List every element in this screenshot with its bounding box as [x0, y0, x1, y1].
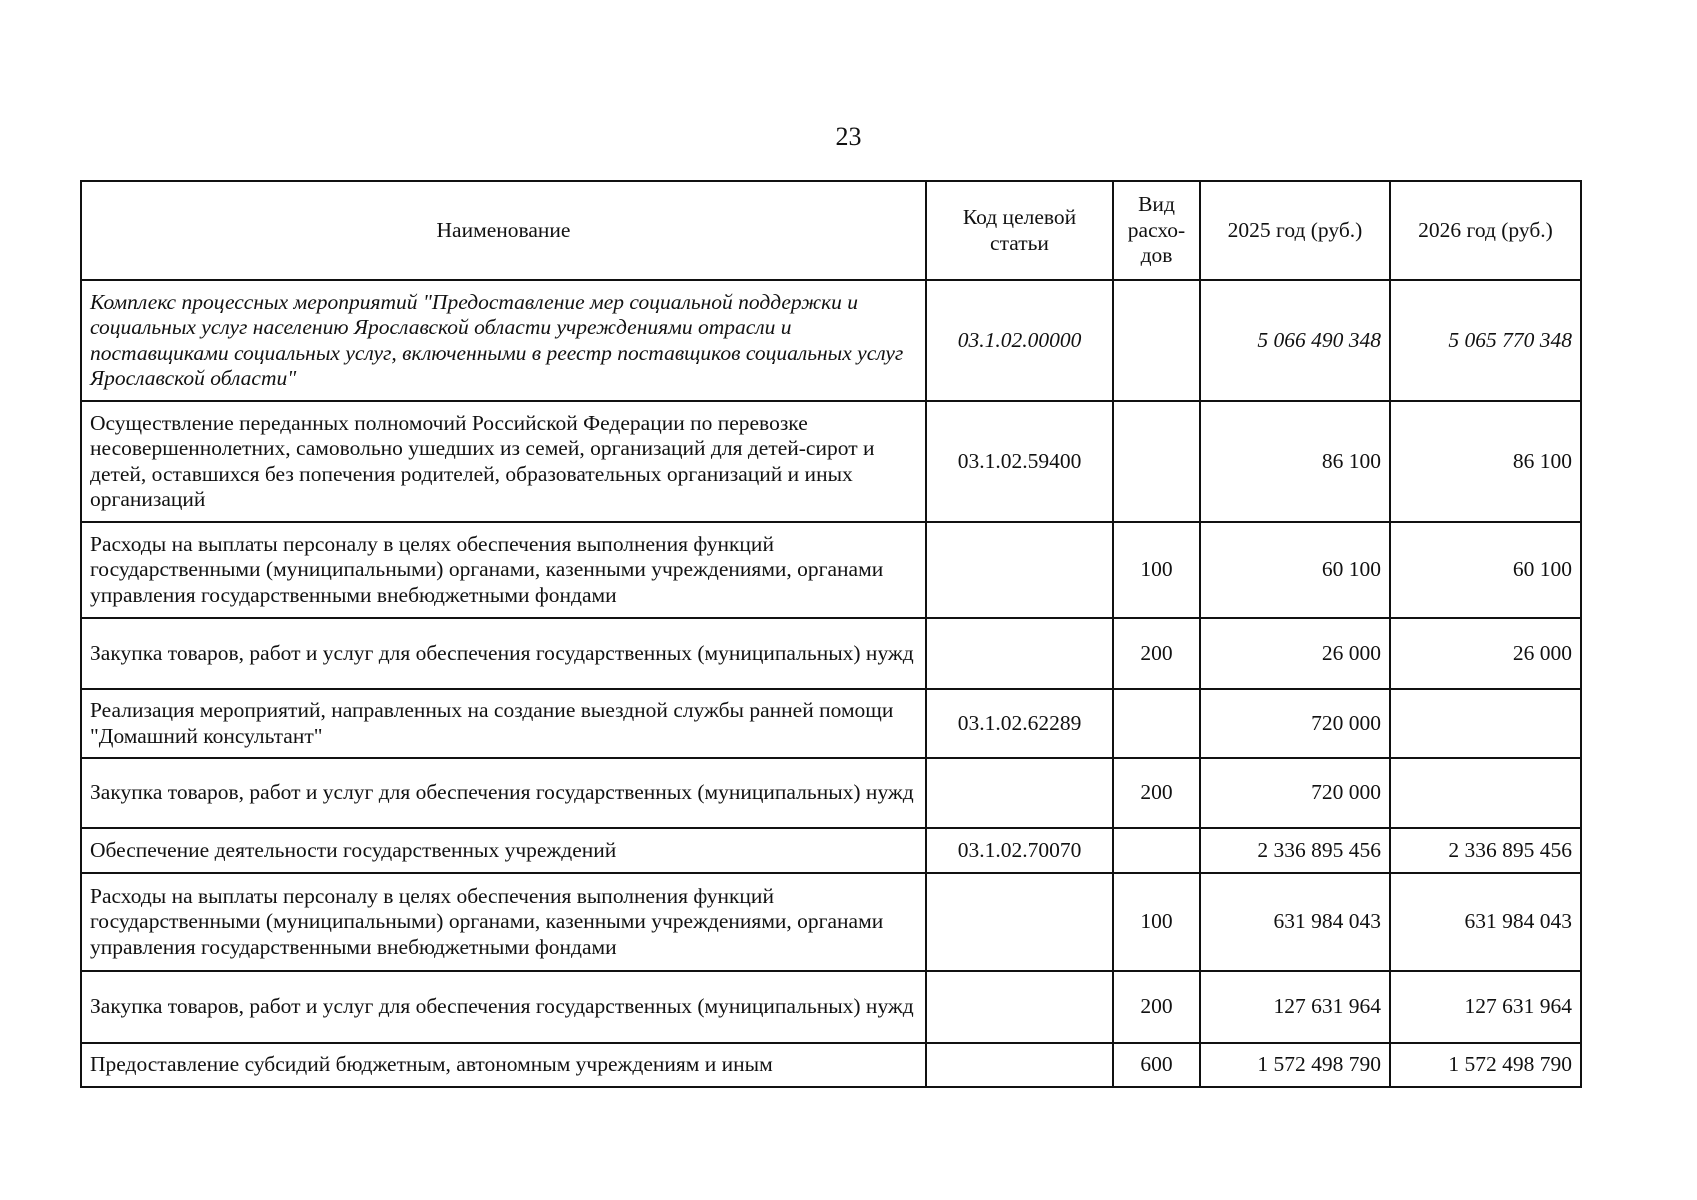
header-year2: 2026 год (руб.)	[1390, 181, 1581, 280]
row-code: 03.1.02.62289	[926, 689, 1113, 758]
row-year1: 1 572 498 790	[1200, 1043, 1390, 1087]
row-year2: 1 572 498 790	[1390, 1043, 1581, 1087]
row-year2: 127 631 964	[1390, 971, 1581, 1043]
row-year2	[1390, 758, 1581, 828]
row-code: 03.1.02.70070	[926, 828, 1113, 873]
row-code	[926, 971, 1113, 1043]
table-row	[81, 971, 1581, 1043]
row-year1: 631 984 043	[1200, 873, 1390, 971]
table-header-row	[81, 181, 1581, 280]
row-type: 200	[1113, 971, 1200, 1043]
row-code	[926, 873, 1113, 971]
header-code: Код целевой статьи	[926, 181, 1113, 280]
row-year2: 631 984 043	[1390, 873, 1581, 971]
row-year1: 5 066 490 348	[1200, 280, 1390, 401]
row-code	[926, 758, 1113, 828]
row-type: 200	[1113, 618, 1200, 689]
row-year1: 2 336 895 456	[1200, 828, 1390, 873]
row-name: Расходы на выплаты персоналу в целях обеспечения выполнения функций государственными (муниципальными) органами, казенными учреждениями, органами управления государственными внебюджетными фондами	[81, 873, 926, 971]
row-year1: 720 000	[1200, 689, 1390, 758]
row-code: 03.1.02.59400	[926, 401, 1113, 522]
row-year2: 26 000	[1390, 618, 1581, 689]
row-name: Закупка товаров, работ и услуг для обеспечения государственных (муниципальных) нужд	[81, 618, 926, 689]
table-row	[81, 401, 1581, 522]
table-row	[81, 522, 1581, 618]
row-name: Предоставление субсидий бюджетным, автономным учреждениям и иным	[81, 1043, 926, 1087]
header-year1: 2025 год (руб.)	[1200, 181, 1390, 280]
budget-table	[80, 180, 1582, 1088]
row-year2: 2 336 895 456	[1390, 828, 1581, 873]
row-name: Обеспечение деятельности государственных учреждений	[81, 828, 926, 873]
row-type	[1113, 401, 1200, 522]
table-row	[81, 828, 1581, 873]
row-year1: 127 631 964	[1200, 971, 1390, 1043]
table-row	[81, 758, 1581, 828]
row-year2: 86 100	[1390, 401, 1581, 522]
row-year2: 5 065 770 348	[1390, 280, 1581, 401]
table-row	[81, 1043, 1581, 1087]
row-year2: 60 100	[1390, 522, 1581, 618]
row-code: 03.1.02.00000	[926, 280, 1113, 401]
table-row	[81, 280, 1581, 401]
row-name: Закупка товаров, работ и услуг для обеспечения государственных (муниципальных) нужд	[81, 971, 926, 1043]
row-year1: 60 100	[1200, 522, 1390, 618]
row-type: 100	[1113, 522, 1200, 618]
row-type: 100	[1113, 873, 1200, 971]
page-number: 23	[835, 122, 862, 151]
row-type	[1113, 280, 1200, 401]
row-year1: 720 000	[1200, 758, 1390, 828]
table-row	[81, 618, 1581, 689]
row-type: 600	[1113, 1043, 1200, 1087]
header-type: Вид расхо-дов	[1113, 181, 1200, 280]
row-name: Реализация мероприятий, направленных на создание выездной службы ранней помощи "Домашний консультант"	[81, 689, 926, 758]
row-code	[926, 1043, 1113, 1087]
row-name: Комплекс процессных мероприятий "Предоставление мер социальной поддержки и социальных услуг населению Ярославской области учреждениями отрасли и поставщиками социальных услуг, включенными в реестр поставщиков социальных услуг Ярославской области"	[81, 280, 926, 401]
row-name: Закупка товаров, работ и услуг для обеспечения государственных (муниципальных) нужд	[81, 758, 926, 828]
row-year2	[1390, 689, 1581, 758]
row-year1: 86 100	[1200, 401, 1390, 522]
row-type	[1113, 828, 1200, 873]
row-name: Осуществление переданных полномочий Российской Федерации по перевозке несовершеннолетних, самовольно ушедших из семей, организаций для детей-сирот и детей, оставшихся без попечения родителей, образовательных организаций и иных организаций	[81, 401, 926, 522]
header-name: Наименование	[81, 181, 926, 280]
row-type	[1113, 689, 1200, 758]
row-name: Расходы на выплаты персоналу в целях обеспечения выполнения функций государственными (муниципальными) органами, казенными учреждениями, органами управления государственными внебюджетными фондами	[81, 522, 926, 618]
table-row	[81, 689, 1581, 758]
row-code	[926, 522, 1113, 618]
row-type: 200	[1113, 758, 1200, 828]
table-row	[81, 873, 1581, 971]
row-code	[926, 618, 1113, 689]
row-year1: 26 000	[1200, 618, 1390, 689]
